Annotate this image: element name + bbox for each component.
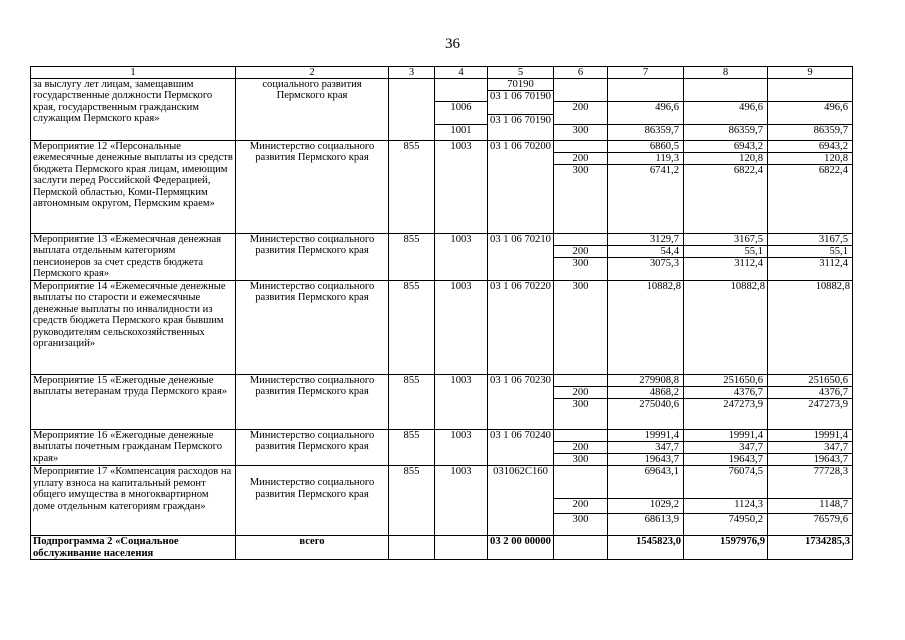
row-col9: 77728,3 1148,7 76579,6 bbox=[768, 466, 853, 536]
row-col6: 200 300 bbox=[554, 430, 608, 466]
row-name: Мероприятие 17 «Компенсация расходов на уплату взноса на капитальный ремонт общего имущества в многоквартирном доме отдельным категориям граждан» bbox=[31, 466, 236, 536]
total-col8: 1597976,9 bbox=[684, 536, 768, 560]
budget-table bbox=[30, 66, 853, 560]
header-col-1: 1 bbox=[31, 67, 236, 79]
row-col3: 855 bbox=[389, 234, 435, 281]
table-row bbox=[31, 234, 853, 281]
row-ministry: Министерство социального развития Пермского края bbox=[236, 375, 389, 430]
row-col5: 03 1 06 70230 bbox=[488, 375, 554, 430]
row-col7: 69643,1 1029,2 68613,9 bbox=[608, 466, 684, 536]
total-row bbox=[31, 536, 853, 560]
row-name: Мероприятие 14 «Ежемесячные денежные выплаты по старости и ежемесячные денежные выплаты по инвалидности из средств бюджета Пермского края бывшим руководителям сельскохозяйственных организаций» bbox=[31, 281, 236, 375]
row-col6: 300 bbox=[554, 281, 608, 375]
table-row bbox=[31, 141, 853, 234]
total-col7: 1545823,0 bbox=[608, 536, 684, 560]
total-col9: 1734285,3 bbox=[768, 536, 853, 560]
row-col4: 1003 bbox=[435, 430, 488, 466]
row-col8: 251650,6 4376,7 247273,9 bbox=[684, 375, 768, 430]
row-col6: 200 300 bbox=[554, 375, 608, 430]
total-col5: 03 2 00 00000 bbox=[488, 536, 554, 560]
row-col5: 03 1 06 70210 bbox=[488, 234, 554, 281]
row-col6: 200 300 bbox=[554, 234, 608, 281]
row-col8: 19991,4 347,7 19643,7 bbox=[684, 430, 768, 466]
header-col-2: 2 bbox=[236, 67, 389, 79]
header-col-6: 6 bbox=[554, 67, 608, 79]
row-col3: 855 bbox=[389, 466, 435, 536]
row-col8: 6943,2 120,8 6822,4 bbox=[684, 141, 768, 234]
table-row bbox=[31, 375, 853, 430]
row-col4: 1003 bbox=[435, 375, 488, 430]
row-ministry: Министерство социального развития Пермского края bbox=[236, 466, 389, 536]
row-col5: 03 1 06 70220 bbox=[488, 281, 554, 375]
header-col-8: 8 bbox=[684, 67, 768, 79]
header-col-7: 7 bbox=[608, 67, 684, 79]
row-col6: 200 300 bbox=[554, 79, 608, 141]
row-name: Мероприятие 15 «Ежегодные денежные выплаты ветеранам труда Пермского края» bbox=[31, 375, 236, 430]
row-name: Мероприятие 12 «Персональные ежемесячные денежные выплаты из средств бюджета Пермского края лицам, имеющим заслуги перед Российской Федерацией, Пермской областью, Коми-Пермяцким автономным округом, Пермским краем» bbox=[31, 141, 236, 234]
table-row bbox=[31, 466, 853, 536]
row-ministry: социального развития Пермского края bbox=[236, 79, 389, 141]
row-col9: 3167,5 55,1 3112,4 bbox=[768, 234, 853, 281]
header-col-5: 5 bbox=[488, 67, 554, 79]
row-col3: 855 bbox=[389, 281, 435, 375]
row-col4: 1003 bbox=[435, 466, 488, 536]
row-col5: 031062C160 bbox=[488, 466, 554, 536]
row-col9: 496,6 86359,7 bbox=[768, 79, 853, 141]
row-col7: 10882,8 bbox=[608, 281, 684, 375]
row-col8: 76074,5 1124,3 74950,2 bbox=[684, 466, 768, 536]
row-col9: 251650,6 4376,7 247273,9 bbox=[768, 375, 853, 430]
row-col4: 1003 bbox=[435, 141, 488, 234]
row-col6: 200 300 bbox=[554, 466, 608, 536]
header-col-3: 3 bbox=[389, 67, 435, 79]
row-col3: 855 bbox=[389, 141, 435, 234]
page-number: 36 bbox=[445, 36, 460, 52]
row-name: Мероприятие 16 «Ежегодные денежные выплаты почетным гражданам Пермского края» bbox=[31, 430, 236, 466]
row-col6: 200 300 bbox=[554, 141, 608, 234]
row-col4: 1003 bbox=[435, 281, 488, 375]
header-col-9: 9 bbox=[768, 67, 853, 79]
row-col9: 6943,2 120,8 6822,4 bbox=[768, 141, 853, 234]
table-row bbox=[31, 430, 853, 466]
row-col8: 496,6 86359,7 bbox=[684, 79, 768, 141]
row-name: Мероприятие 13 «Ежемесячная денежная выплата отдельным категориям пенсионеров за счет средств бюджета Пермского края» bbox=[31, 234, 236, 281]
total-col3 bbox=[389, 536, 435, 560]
row-col3 bbox=[389, 79, 435, 141]
row-ministry: Министерство социального развития Пермского края bbox=[236, 141, 389, 234]
row-col7: 19991,4 347,7 19643,7 bbox=[608, 430, 684, 466]
total-name: Подпрограмма 2 «Социальное обслуживание населения bbox=[31, 536, 236, 560]
row-col4: 1006 1001 bbox=[435, 79, 488, 141]
table-row bbox=[31, 79, 853, 141]
row-col3: 855 bbox=[389, 375, 435, 430]
row-col8: 10882,8 bbox=[684, 281, 768, 375]
row-col5: 03 1 06 70240 bbox=[488, 430, 554, 466]
header-row bbox=[31, 67, 853, 79]
row-col7: 496,6 86359,7 bbox=[608, 79, 684, 141]
row-col4: 1003 bbox=[435, 234, 488, 281]
total-ministry: всего bbox=[236, 536, 389, 560]
total-col4 bbox=[435, 536, 488, 560]
row-col8: 3167,5 55,1 3112,4 bbox=[684, 234, 768, 281]
row-ministry: Министерство социального развития Пермского края bbox=[236, 281, 389, 375]
row-col7: 3129,7 54,4 3075,3 bbox=[608, 234, 684, 281]
row-ministry: Министерство социального развития Пермского края bbox=[236, 430, 389, 466]
row-col3: 855 bbox=[389, 430, 435, 466]
row-col7: 279908,8 4868,2 275040,6 bbox=[608, 375, 684, 430]
total-col6 bbox=[554, 536, 608, 560]
table-row bbox=[31, 281, 853, 375]
row-col9: 19991,4 347,7 19643,7 bbox=[768, 430, 853, 466]
row-name: за выслугу лет лицам, замещавшим государственные должности Пермского края, государственным гражданским служащим Пермского края» bbox=[31, 79, 236, 141]
row-ministry: Министерство социального развития Пермского края bbox=[236, 234, 389, 281]
header-col-4: 4 bbox=[435, 67, 488, 79]
row-col5: 03 1 06 70200 bbox=[488, 141, 554, 234]
row-col7: 6860,5 119,3 6741,2 bbox=[608, 141, 684, 234]
row-col5: 70190 03 1 06 70190 03 1 06 70190 bbox=[488, 79, 554, 141]
row-col9: 10882,8 bbox=[768, 281, 853, 375]
